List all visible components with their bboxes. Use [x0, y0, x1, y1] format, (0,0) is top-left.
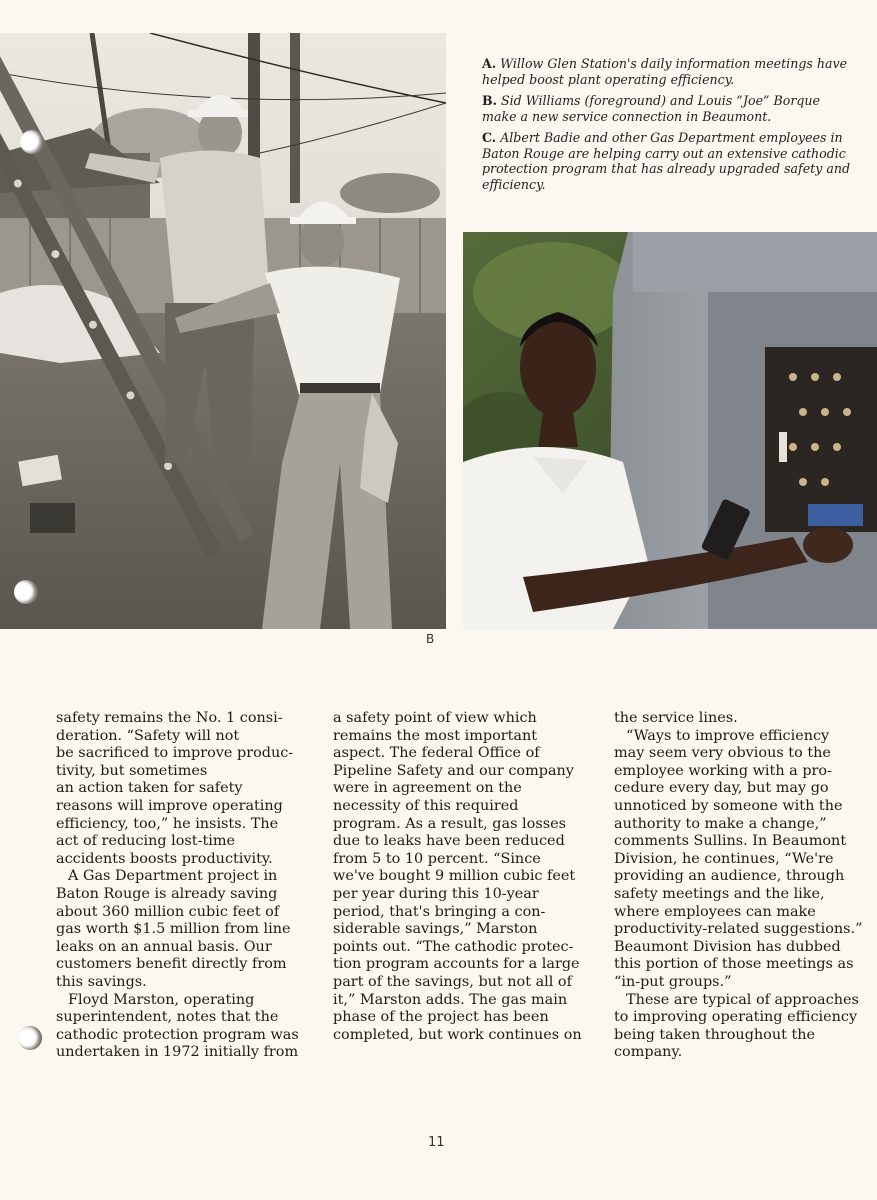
body-text-line: aspect. The federal Office of	[333, 745, 540, 762]
body-text-line: Baton Rouge is already saving	[56, 885, 278, 902]
body-text-line: leaks on an annual basis. Our	[56, 938, 272, 955]
body-text-line: to improving operating efficiency	[614, 1009, 858, 1026]
body-text-line: where employees can make	[614, 903, 816, 920]
binder-hole-icon	[20, 130, 44, 154]
body-column-2	[333, 710, 582, 1044]
body-text-line: from 5 to 10 percent. “Since	[333, 850, 541, 867]
caption-c	[482, 130, 852, 192]
photo-b-label: B	[426, 632, 435, 646]
body-text-line: These are typical of approaches	[626, 991, 859, 1008]
body-text-line: it,” Marston adds. The gas main	[333, 991, 568, 1008]
photo-c-panel-worker	[463, 232, 877, 629]
body-text-line: providing an audience, through	[614, 868, 845, 885]
body-text-line: A Gas Department project in	[68, 868, 278, 885]
body-text-line: cathodic protection program was	[56, 1026, 299, 1043]
body-text-line: customers benefit directly from	[56, 956, 287, 973]
caption-b-text: Sid Williams (foreground) and Louis “Joe” Borque make a new service connection in Beaumont.	[482, 93, 820, 124]
body-text-line: this portion of those meetings as	[614, 956, 854, 973]
body-text-line: the service lines.	[614, 710, 738, 726]
caption-b	[482, 93, 852, 124]
body-text-line: efficiency, too,” he insists. The	[56, 815, 279, 832]
caption-c-letter: C.	[482, 130, 497, 145]
body-text-line: part of the savings, but not all of	[333, 973, 572, 990]
body-text-line: phase of the project has been	[333, 1009, 549, 1026]
body-text-line: “Ways to improve efficiency	[626, 727, 830, 744]
body-text-line: cedure every day, but may go	[614, 780, 829, 797]
body-text-line: reasons will improve operating	[56, 797, 283, 814]
body-text-line: period, that's bringing a con-	[333, 903, 546, 920]
body-text-line: siderable savings,” Marston	[333, 921, 538, 938]
photo-c-illustration	[463, 232, 877, 629]
body-text-line: accidents boosts productivity.	[56, 850, 273, 867]
binder-hole-icon	[14, 580, 38, 604]
body-text-line: deration. “Safety will not	[56, 727, 240, 744]
body-text-line: unnoticed by someone with the	[614, 797, 843, 814]
body-text-line: superintendent, notes that the	[56, 1009, 279, 1026]
body-text-line: “in-put groups.”	[614, 973, 732, 990]
body-text-line: authority to make a change,”	[614, 815, 827, 832]
body-text-line: act of reducing lost-time	[56, 833, 235, 850]
body-text-line: tivity, but sometimes	[56, 762, 208, 779]
body-text-line: completed, but work continues on	[333, 1026, 582, 1043]
body-text-line: tion program accounts for a large	[333, 956, 580, 973]
caption-a-text: Willow Glen Station's daily information meetings have helped boost plant operating efficiency.	[482, 56, 848, 87]
body-text-line: may seem very obvious to the	[614, 745, 831, 762]
body-text-line: safety meetings and the like,	[614, 885, 825, 902]
photo-b-linemen	[0, 33, 446, 629]
body-text-line: Floyd Marston, operating	[68, 991, 255, 1008]
photo-captions	[482, 56, 852, 198]
body-text-line: due to leaks have been reduced	[333, 833, 565, 850]
body-text-line: about 360 million cubic feet of	[56, 903, 280, 920]
body-column-1	[56, 710, 299, 1062]
body-text-line: program. As a result, gas losses	[333, 815, 566, 832]
caption-a-letter: A.	[482, 56, 497, 71]
body-text-line: productivity-related suggestions.”	[614, 921, 863, 938]
body-text-line: were in agreement on the	[333, 780, 522, 797]
body-text-line: we've bought 9 million cubic feet	[333, 868, 576, 885]
body-text-line: per year during this 10-year	[333, 885, 539, 902]
body-text-line: undertaken in 1972 initially from	[56, 1044, 299, 1061]
body-column-3	[614, 710, 863, 1062]
body-text-line: an action taken for safety	[56, 780, 243, 797]
body-text-line: Beaumont Division has dubbed	[614, 938, 841, 955]
body-text-line: necessity of this required	[333, 797, 519, 814]
caption-c-text: Albert Badie and other Gas Department employees in Baton Rouge are helping carry out an extensive cathodic protection program that has already upgraded safety and efficiency.	[482, 130, 851, 192]
binder-hole-icon	[18, 1026, 42, 1050]
body-text-line: Division, he continues, “We're	[614, 850, 834, 867]
body-text-line: points out. “The cathodic protec-	[333, 938, 574, 955]
body-text-line: be sacrificed to improve produc-	[56, 745, 294, 762]
caption-a	[482, 56, 852, 87]
body-text-line: remains the most important	[333, 727, 538, 744]
body-text-line: this savings.	[56, 973, 147, 990]
body-text-line: a safety point of view which	[333, 710, 537, 726]
body-text-line: safety remains the No. 1 consi-	[56, 710, 283, 726]
body-text-line: Pipeline Safety and our company	[333, 762, 574, 779]
photo-b-illustration	[0, 33, 446, 629]
body-text-line: gas worth $1.5 million from line	[56, 921, 291, 938]
body-text-line: company.	[614, 1044, 683, 1061]
body-text-line: being taken throughout the	[614, 1026, 816, 1043]
caption-b-letter: B.	[482, 93, 498, 108]
body-text-line: comments Sullins. In Beaumont	[614, 833, 847, 850]
body-text-line: employee working with a pro-	[614, 762, 832, 779]
page-number: 11	[428, 1135, 445, 1150]
